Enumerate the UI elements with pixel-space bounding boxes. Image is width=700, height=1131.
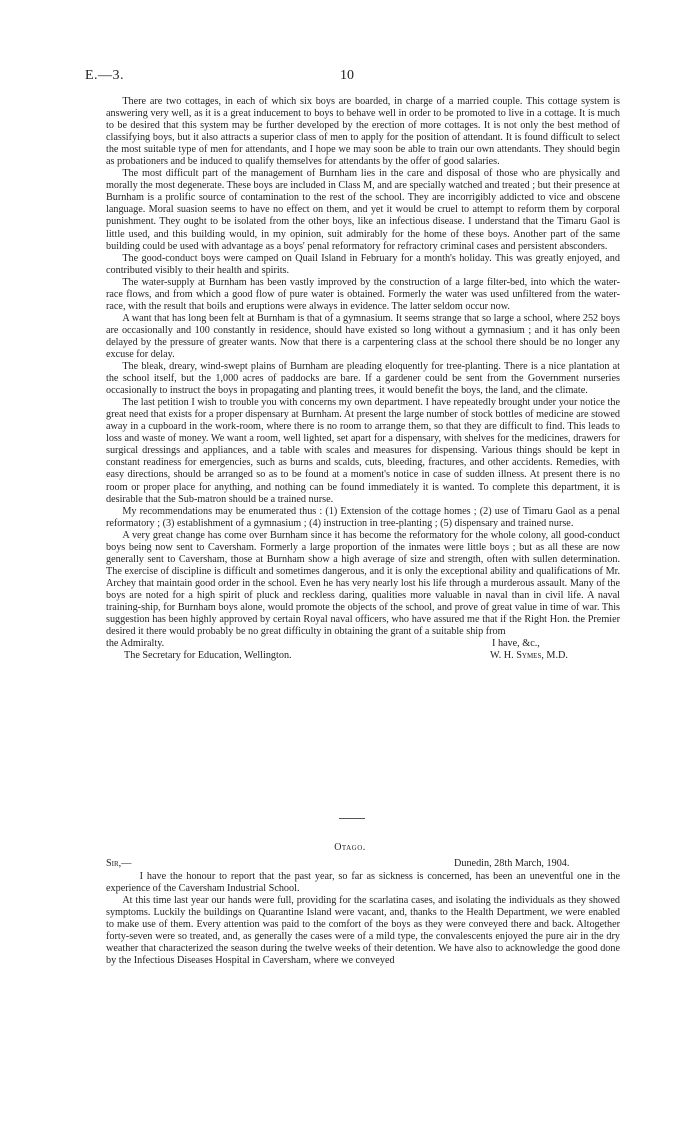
- paragraph-quail-island: The good-conduct boys were camped on Quail Island in February for a month's holiday. This was greatly enjoyed, and contributed visibly to their health and spirits.: [106, 252, 620, 276]
- section-divider: [339, 818, 365, 819]
- closing-line-1: [106, 638, 620, 650]
- page-number: 10: [340, 68, 354, 83]
- place-and-date: Dunedin, 28th March, 1904.: [454, 858, 570, 869]
- paragraph-dispensary: The last petition I wish to trouble you with concerns my own department. I have repeatedly brought under your notice the great need that exists for a proper dispensary at Burnham. At present the large number of stock bottles of medicine are stowed away in a cupboard in the work-room, where there is no room to arrange them, so that they are difficult to find. This leads to loss and waste of money. We want a room, well lighted, set apart for a dispensary, with shelves for the medicines, drawers for surgical dressings and appliances, and a table with scales and measures for dispensing. Various things should be kept in constant readiness for emergencies, such as burns and scalds, cuts, bleeding, fractures, and other accidents. Remedies, with easy directions, should be arranged so as to be found at a moment's notice in case of sudden illness. At present there is no room or proper place for anything, and nothing can be found immediately it is wanted. To complete this department, it is desirable that the Sub-matron should be a trained nurse.: [106, 397, 620, 505]
- document-reference: E.—3.: [85, 68, 125, 83]
- closing-admiralty: the Admiralty.: [106, 638, 165, 650]
- paragraph-honour: I have the honour to report that the past year, so far as sickness is concerned, has been an uneventful one in the experience of the Caversham Industrial School.: [106, 871, 620, 895]
- page-header: [85, 68, 625, 88]
- closing-regards: I have, &c.,: [492, 638, 540, 650]
- paragraph-water-supply: The water-supply at Burnham has been vastly improved by the construction of a large filter-bed, into which the water-race flows, and from which a good flow of pure water is obtained. Formerly the water was used unfiltered from the water-race, with the result that boils and eruptions were always in evidence. The latter seldom occur now.: [106, 276, 620, 312]
- report-body: [106, 96, 620, 662]
- paragraph-cottages: There are two cottages, in each of which six boys are boarded, in charge of a married couple. This cottage system is answering very well, as it is a great inducement to boys to behave well in order to be promoted to live in a cottage. It is much to be desired that this system may be further developed by the erection of more cottages. It is not only the best method of classifying boys, but it also attracts a superior class of men to apply for the position of attendant. It is found difficult to select the most suitable type of men for attendants, and I hope we may soon be able to train our own attendants. They should begin as probationers and be induced to qualify themselves for attendants by the offer of good salaries.: [106, 96, 620, 168]
- closing-line-2: [106, 650, 620, 662]
- paragraph-scarlatina: At this time last year our hands were full, providing for the scarlatina cases, and isolating the individuals as they showed symptoms. Luckily the buildings on Quarantine Island were vacant, and, thanks to the Health Department, we were enabled to make use of them. Every attention was paid to the comfort of the boys as they were conveyed there and back. Altogether forty-seven were so treated, and, as generally the cases were of a mild type, the convalescents enjoyed the pure air in the dry weather that characterized the season during the twelve weeks of their detention. We have also to acknowledge the good done by the Infectious Diseases Hospital in Caversham, where we conveyed: [106, 895, 620, 967]
- paragraph-recommendations: My recommendations may be enumerated thus : (1) Extension of the cottage homes ; (2) use of Timaru Gaol as a penal reformatory ; (3) establishment of a gymnasium ; (4) instruction in tree-planting ; (5) dispensary and trained nurse.: [106, 505, 620, 529]
- paragraph-naval-ship: A very great change has come over Burnham since it has become the reformatory for the whole colony, all good-conduct boys being now sent to Caversham. Formerly a large proportion of the inmates were little boys ; but as all these are now generally sent to Caversham, those at Burnham show a high average of size and strength, often with sullen determination. The exercise of discipline is difficult and sometimes dangerous, and it is only the exceptional ability and qualifications of Mr. Archey that maintain good order in the school. Even he has very nearly lost his life through a murderous assault. Many of the boys are noted for a high spirit of pluck and reckless daring, qualities more valuable in naval than in civil life. A naval training-ship, for Burnham boys alone, would promote the objects of the school, and prove of great value in time of war. This suggestion has been highly approved by certain Royal naval officers, who have assured me that if the Right Hon. the Premier desired it there would probably be no great difficulty in obtaining the grant of a suitable ship from: [106, 529, 620, 638]
- salutation-line: [106, 858, 620, 871]
- salutation: Sir,—: [106, 858, 132, 869]
- section-heading-otago: Otago.: [334, 842, 366, 853]
- otago-report-body: [106, 871, 620, 967]
- paragraph-tree-planting: The bleak, dreary, wind-swept plains of Burnham are pleading eloquently for tree-planting. There is a nice plantation at the school itself, but the 1,000 acres of paddocks are bare. If a gardener could be sent from the Government nurseries occasionally to instruct the boys in propagating and planting trees, it would benefit the boys, the land, and the climate.: [106, 361, 620, 397]
- addressee: The Secretary for Education, Wellington.: [124, 650, 292, 662]
- paragraph-class-m: The most difficult part of the management of Burnham lies in the care and disposal of those who are physically and morally the most degenerate. These boys are included in Class M, and are specially watched and treated ; but their presence at Burnham is a prolific source of contamination to the rest of the school. They are incorrigibly addicted to vice and obscene language. Moral suasion seems to have no effect on them, and yet it would be cruel to attempt to reform them by corporal punishment. They ought to be isolated from the other boys, like an infectious disease. I understand that the Timaru Gaol is little used, and this building would, in my opinion, suit admirably for the home of these boys. Another part of the same building could be used with advantage as a boys' penal reformatory for refractory criminal cases and persistent absconders.: [106, 168, 620, 252]
- paragraph-gymnasium: A want that has long been felt at Burnham is that of a gymnasium. It seems strange that so large a school, where 252 boys are occasionally and 100 constantly in residence, should have existed so long without a gymnasium ; and it has only been delayed by the pressure of greater wants. Now that there is a carpentering class at the school there should be no longer any excuse for delay.: [106, 312, 620, 360]
- signature-name: W. H. Symes, M.D.: [490, 650, 568, 662]
